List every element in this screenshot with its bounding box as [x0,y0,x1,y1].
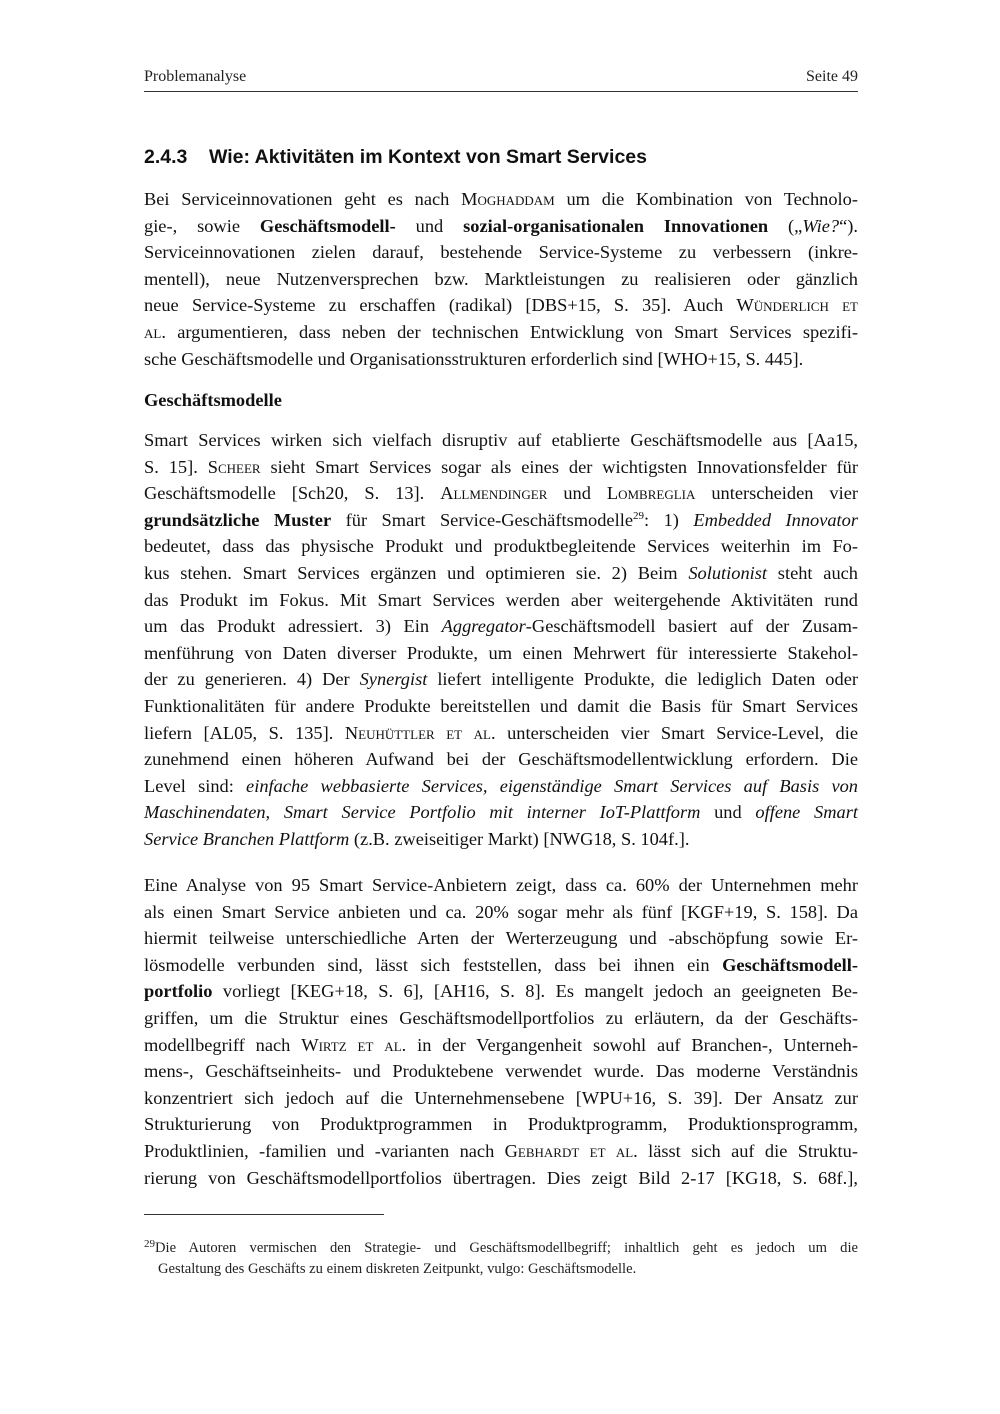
text-line [144,978,858,1005]
text-line [144,952,858,979]
text-run: Bei Serviceinnovationen geht es nach [144,189,462,209]
footnote-text: Die Autoren vermischen den Strategie- und Geschäftsmodellbegriff; inhaltlich geht es jedoch um die [155,1240,858,1256]
footnote-separator [144,1214,384,1215]
text-line [144,507,858,534]
author-name: Neuhüttler et al. [344,722,496,743]
italic-term: Synergist [359,669,428,690]
header-chapter-title: Problemanalyse [144,68,247,85]
bold-term: portfolio [144,981,213,1002]
text-run: liefert intelligente Produkte, die lediglich Daten oder [427,669,858,690]
text-line [144,826,858,853]
author-name: Wirtz et al. [301,1034,407,1055]
bold-term: sozial-organisationalen Innovationen [463,215,769,236]
text-run: sieht Smart Services sogar als eines der wichtigsten Innovationsfelder für [260,456,858,477]
header-rule [144,91,858,92]
italic-term: Aggregator [441,616,526,637]
italic-term: einfache webbasierte Services, eigenständige Smart Services auf Basis von [246,775,858,796]
text-run: kus stehen. Smart Services ergänzen und optimieren sie. 2) Beim [144,562,689,583]
author-name: Scheer [207,456,261,477]
text-line: rierung von Geschäftsmodellportfolios übertragen. Dies zeigt Bild 2-17 [KG18, S. 68f.], [144,1167,858,1188]
text-line: das Produkt im Fokus. Mit Smart Services werden aber weitergehende Aktivitäten rund [144,589,858,610]
text-run: : 1) [643,509,694,530]
author-name: Moghaddam [461,189,555,209]
text-run: “). [839,215,858,236]
paragraph-business-models [144,427,858,853]
text-line: Strukturierung von Produktprogrammen in Produktprogramm, Produktionsprogramm, [144,1114,858,1135]
text-run: und [547,483,607,504]
text-line [144,720,858,747]
text-line [144,319,858,346]
text-line: zunehmend einen höheren Aufwand bei der Geschäftsmodellentwicklung erfordern. Die [144,749,858,770]
text-run: Level sind: [144,775,247,796]
text-run: modellbegriff nach [144,1034,302,1055]
italic-term: offene Smart [755,802,858,823]
text-line [144,454,858,481]
footnote-number: 29 [144,1238,155,1250]
text-run: gie-, sowie [144,215,260,236]
footnote-line: Gestaltung des Geschäfts zu einem diskreten Zeitpunkt, vulgo: Geschäftsmodelle. [158,1261,637,1277]
text-line [144,773,858,800]
text-run: um die Kombination von Technolo- [554,189,858,209]
footnote-line [144,1238,858,1259]
text-line [144,186,858,213]
text-line: konzentriert sich jedoch auf die Unternehmensebene [WPU+16, S. 39]. Der Ansatz zur [144,1087,858,1108]
text-line [144,213,858,240]
text-run: in der Vergangenheit sowohl auf Branchen-, Unterneh- [406,1034,858,1055]
text-line [144,292,858,319]
text-line: als einen Smart Service anbieten und ca. 20% sogar mehr als fünf [KGF+19, S. 158]. Da [144,901,858,922]
paragraph-intro [144,186,858,372]
text-line: Funktionalitäten für andere Produkte bereitstellen und damit die Basis für Smart Services [144,695,858,716]
text-line: sche Geschäftsmodelle und Organisationsstrukturen erforderlich sind [WHO+15, S. 445]. [144,348,804,369]
text-run: vorliegt [KEG+18, S. 6], [AH16, S. 8]. Es mangelt jedoch an geeigneten Be- [212,981,858,1002]
section-title: Wie: Aktivitäten im Kontext von Smart Services [209,146,647,168]
text-line: griffen, um die Struktur eines Geschäftsmodellportfolios zu erläutern, da der Geschäfts- [144,1007,858,1028]
text-line [144,1032,858,1059]
text-run: und [700,802,756,823]
paragraph-portfolio [144,872,858,1191]
italic-term: Wie? [802,215,840,236]
text-run: lösmodelle verbunden sind, lässt sich feststellen, dass bei ihnen ein [144,954,723,975]
text-run: um das Produkt adressiert. 3) Ein [144,616,442,637]
italic-term: Solutionist [688,562,768,583]
author-name: Lombreglia [606,483,696,504]
text-run: unterscheiden vier Smart Service-Level, die [495,722,859,743]
author-name: Gebhardt et al. [504,1140,638,1161]
author-name: Allmendinger [440,483,548,504]
italic-term: Embedded Innovator [693,509,859,530]
bold-term: grundsätzliche Muster [144,509,332,530]
text-line: menführung von Daten diverser Produkte, um einen Mehrwert für interessierte Stakehol- [144,642,858,663]
text-line: hiermit teilweise unterschiedliche Arten der Werterzeugung und -abschöpfung sowie Er- [144,928,858,949]
author-name: al. [144,321,166,342]
subsection-heading: Geschäftsmodelle [144,390,282,410]
author-name: Wünderlich et [736,295,858,316]
section-number: 2.4.3 [144,146,188,168]
text-run: -Geschäftsmodell basiert auf der Zusam- [525,616,858,637]
text-line [144,560,858,587]
text-run: der zu generieren. 4) Der [144,669,360,690]
text-run: („ [768,215,803,236]
text-line: mentell), neue Nutzenversprechen bzw. Marktleistungen zu realisieren oder gänzlich [144,268,858,289]
section-heading [144,146,858,169]
header-page-number: Seite 49 [806,68,858,85]
text-line [144,1138,858,1165]
text-run: Geschäftsmodelle [Sch20, S. 13]. [144,483,441,504]
text-run: neue Service-Systeme zu erschaffen (radikal) [DBS+15, S. 35]. Auch [144,295,737,316]
bold-term: Geschäftsmodell- [722,954,858,975]
italic-term: Service Branchen Plattform [144,828,350,849]
text-run: und [395,215,464,236]
text-line: bedeutet, dass das physische Produkt und produktbegleitende Services weiterhin im Fo- [144,536,858,557]
text-line: Smart Services wirken sich vielfach disruptiv auf etablierte Geschäftsmodelle aus [Aa15, [144,430,858,450]
text-run: S. 15]. [144,456,208,477]
text-run: Produktlinien, -familien und -varianten nach [144,1140,505,1161]
text-run: liefern [AL05, S. 135]. [144,722,345,743]
text-run: argumentieren, dass neben der technischen Entwicklung von Smart Services spezifi- [165,321,858,342]
text-run: steht auch [767,562,858,583]
text-run: lässt sich auf die Struktu- [637,1140,858,1161]
text-run: (z.B. zweiseitiger Markt) [NWG18, S. 104f.]. [349,828,690,849]
text-line [144,666,858,693]
text-line: Serviceinnovationen zielen darauf, bestehende Service-Systeme zu verbessern (inkre- [144,242,858,263]
text-run: für Smart Service-Geschäftsmodelle [331,509,633,530]
footnote-marker[interactable]: 29 [632,509,644,522]
text-line [144,613,858,640]
text-line: Eine Analyse von 95 Smart Service-Anbietern zeigt, dass ca. 60% der Unternehmen mehr [144,875,858,895]
italic-term: Maschinendaten, Smart Service Portfolio mit interner IoT-Plattform [144,802,701,823]
text-line: mens-, Geschäftseinheits- und Produktebene verwendet wurde. Das moderne Verständnis [144,1061,858,1082]
text-line [144,799,858,826]
text-line [144,480,858,507]
text-run: unterscheiden vier [695,483,859,504]
footnote [144,1238,858,1280]
bold-term: Geschäftsmodell- [259,215,396,236]
